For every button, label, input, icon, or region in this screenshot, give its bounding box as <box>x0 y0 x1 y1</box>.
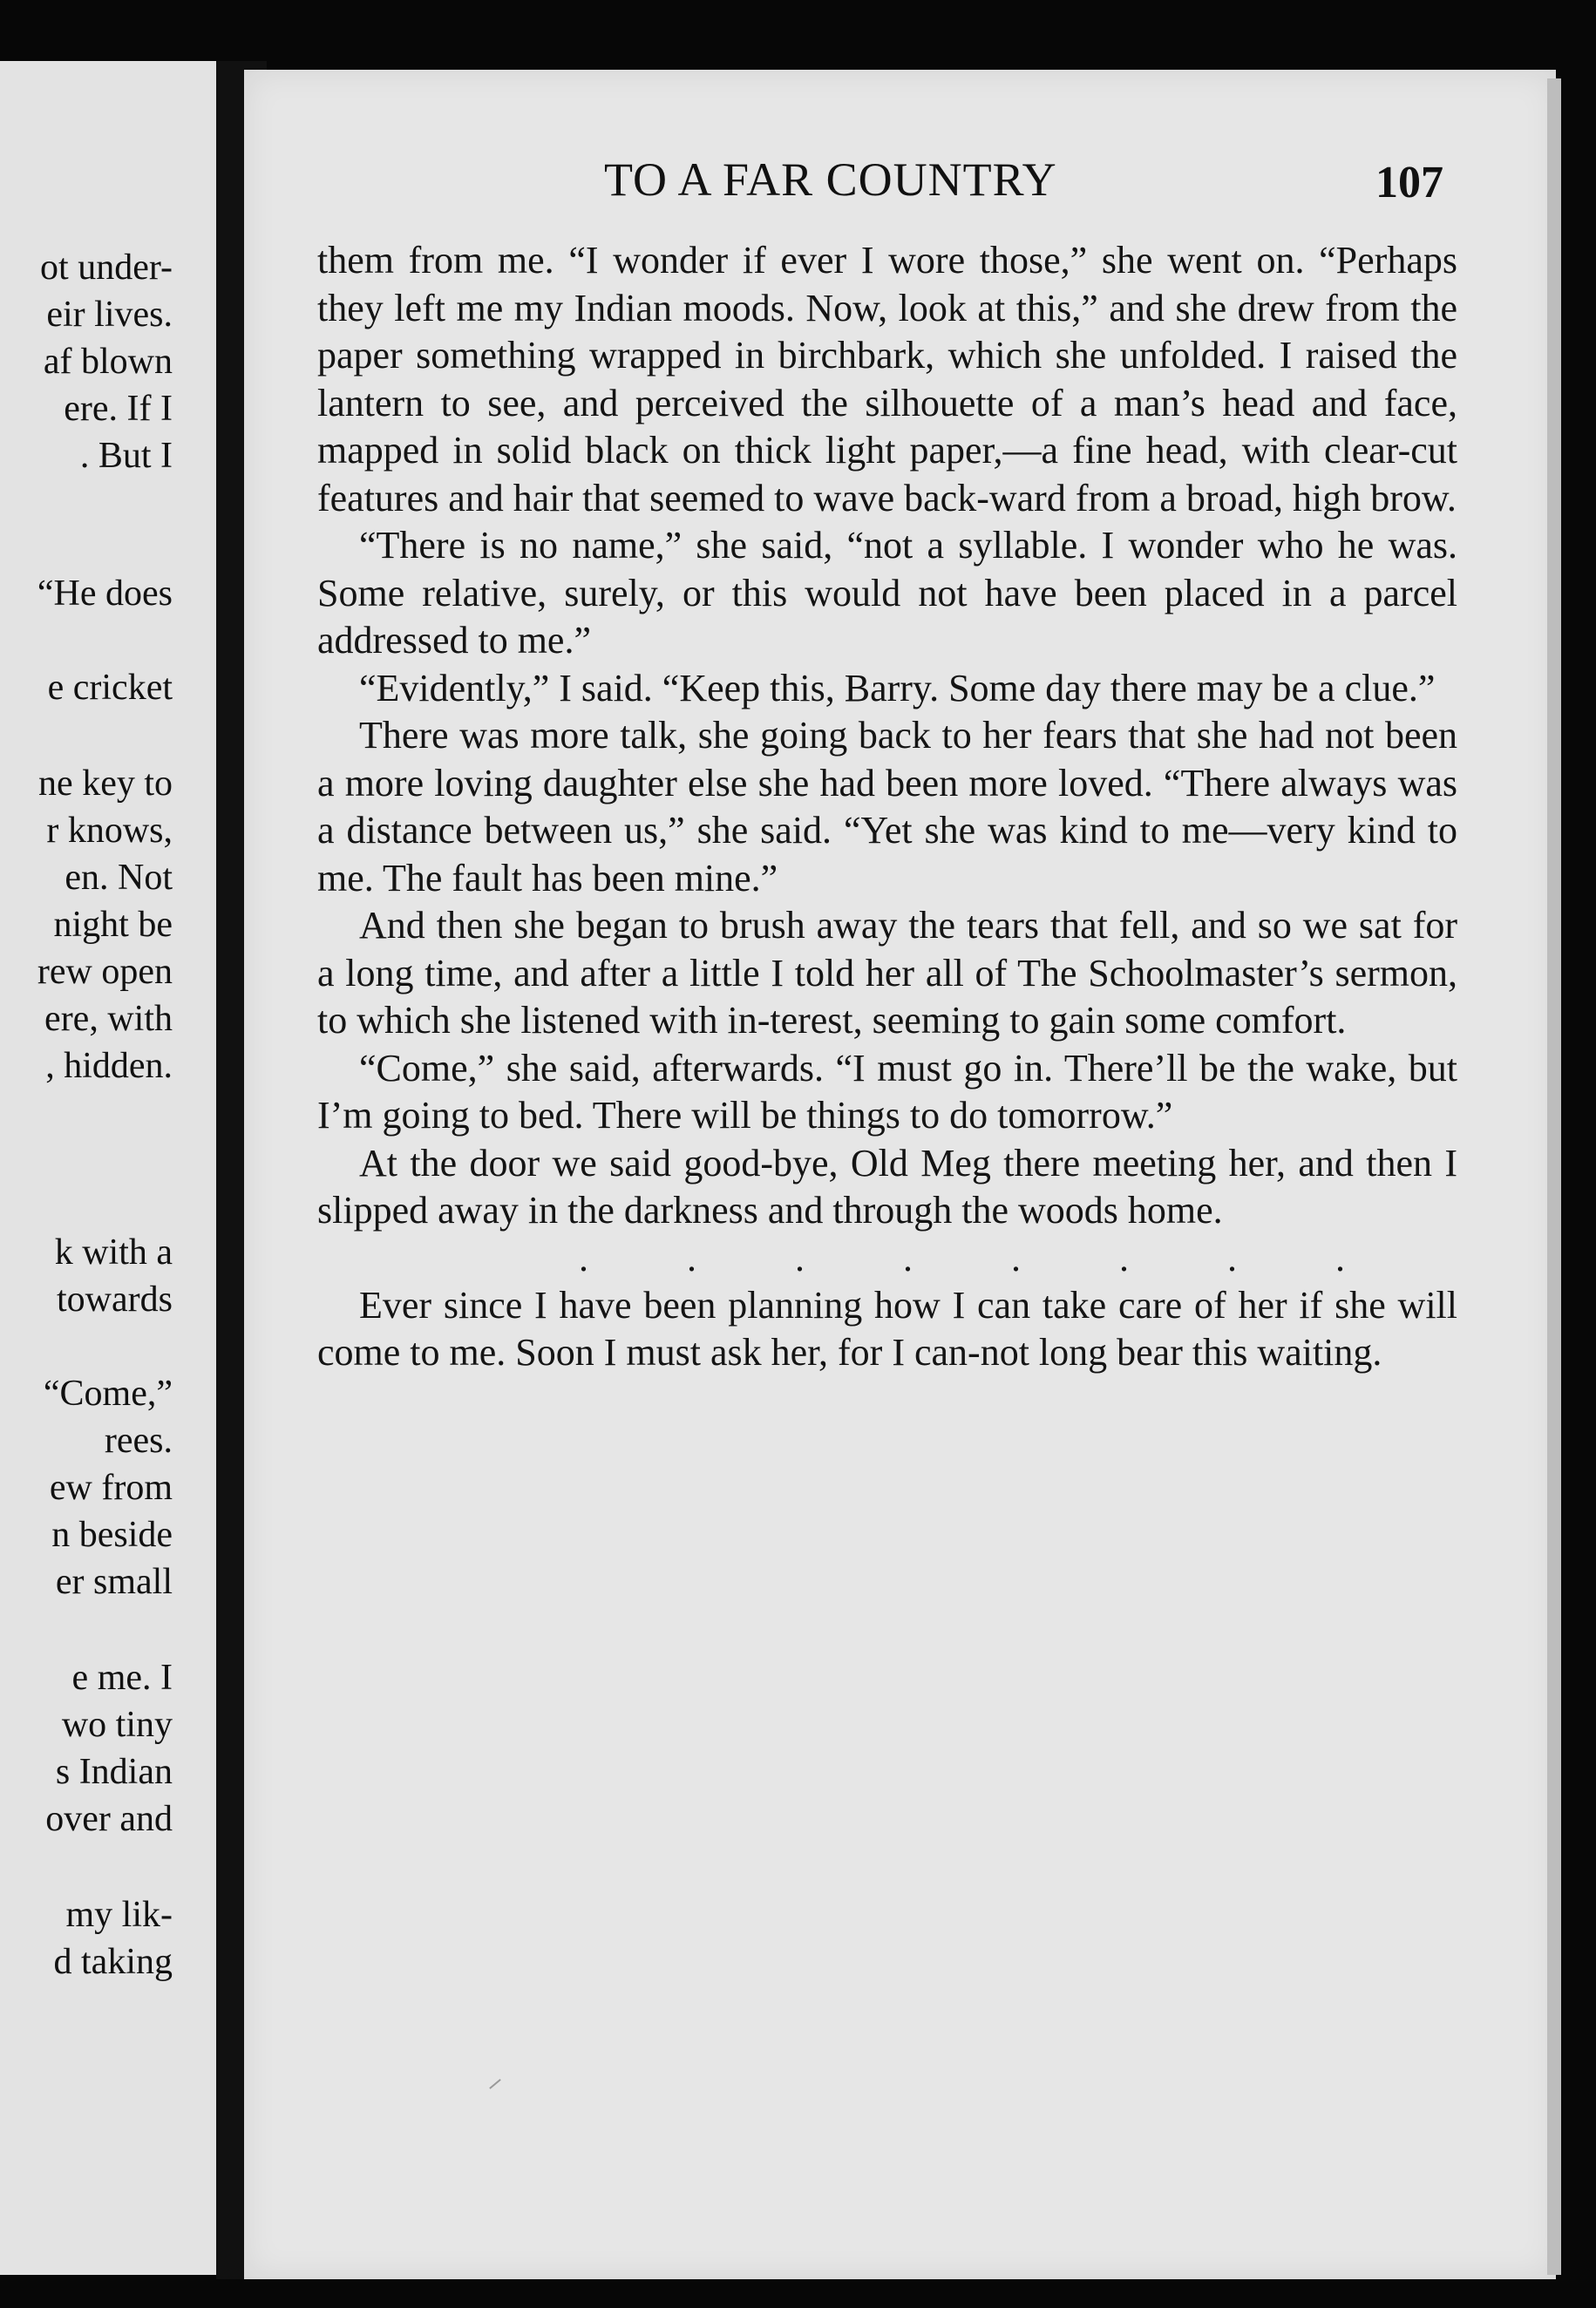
left-line: ere. If I <box>64 389 173 429</box>
left-line: ne key to <box>38 764 173 804</box>
left-line: “He does <box>37 574 173 614</box>
left-line: e cricket <box>47 668 173 708</box>
left-line: night be <box>53 905 173 945</box>
section-break-dots: . . . . . . . . <box>579 1236 1389 1280</box>
page-edge <box>1547 78 1561 2275</box>
paragraph: “Evidently,” I said. “Keep this, Barry. Some day there may be a clue.” <box>359 666 1436 709</box>
left-line: rees. <box>104 1421 173 1461</box>
left-line: s Indian <box>55 1752 173 1792</box>
left-line: k with a <box>54 1232 173 1273</box>
left-line: towards <box>57 1280 173 1320</box>
left-line: ere, with <box>44 999 173 1039</box>
left-page-fragment <box>0 61 234 2275</box>
final-paragraph: Ever since I have been planning how I can take care of her if she will come to me. Soon I must ask her, for I can-not long bear this waiting. <box>317 1283 1457 1374</box>
paragraph: them from me. “I wonder if ever I wore those,” she went on. “Perhaps they left me my Indian moods. Now, look at this,” and she drew from the paper something wrapped in birchbark, which she unfolded. I raised the lantern to see, and perceived the silhouette of a man’s head and face, mapped in solid black on thick light paper,—a fine head, with clear-cut features and hair that seemed to wave back-ward from a broad, high brow. <box>317 239 1457 519</box>
left-line: en. Not <box>65 858 173 898</box>
left-line: wo tiny <box>61 1705 173 1745</box>
left-line: r knows, <box>46 811 173 851</box>
left-line: over and <box>45 1799 173 1839</box>
left-line: “Come,” <box>43 1374 173 1414</box>
left-line: my lik- <box>65 1895 173 1935</box>
paragraph: “Come,” she said, afterwards. “I must go in. There’ll be the wake, but I’m going to bed. There will be things to do tomorrow.” <box>317 1046 1457 1137</box>
left-line: e me. I <box>71 1658 173 1698</box>
paragraph: And then she began to brush away the tears that fell, and so we sat for a long time, and after a little I told her all of The Schoolmaster’s sermon, to which she listened with in-terest, seeming to gain some comfort. <box>317 904 1457 1042</box>
left-line: n beside <box>51 1515 173 1555</box>
left-line: , hidden. <box>45 1046 173 1086</box>
left-line: d taking <box>53 1942 173 1982</box>
left-line: rew open <box>37 952 173 992</box>
paragraph: There was more talk, she going back to her fears that she had not been a more loving daughter else she had been more loved. “There always was a distance between us,” she said. “Yet she was kind to me—very kind to me. The fault has been mine.” <box>317 714 1457 899</box>
paragraph: “There is no name,” she said, “not a syllable. I wonder who he was. Some relative, surely, or this would not have been placed in a parcel addressed to me.” <box>317 524 1457 662</box>
paragraph: At the door we said good-bye, Old Meg there meeting her, and then I slipped away in the darkness and through the woods home. <box>317 1141 1457 1232</box>
page-body <box>317 237 1457 1377</box>
page-number: 107 <box>1375 158 1443 207</box>
running-title: TO A FAR COUNTRY <box>604 153 1057 206</box>
left-line: . But I <box>79 436 173 476</box>
left-line: eir lives. <box>46 295 173 335</box>
left-line: ew from <box>49 1468 173 1508</box>
left-page-text-column <box>0 61 173 2275</box>
left-line: af blown <box>43 342 173 382</box>
left-line: ot under- <box>40 248 173 288</box>
left-line: er small <box>55 1562 173 1602</box>
